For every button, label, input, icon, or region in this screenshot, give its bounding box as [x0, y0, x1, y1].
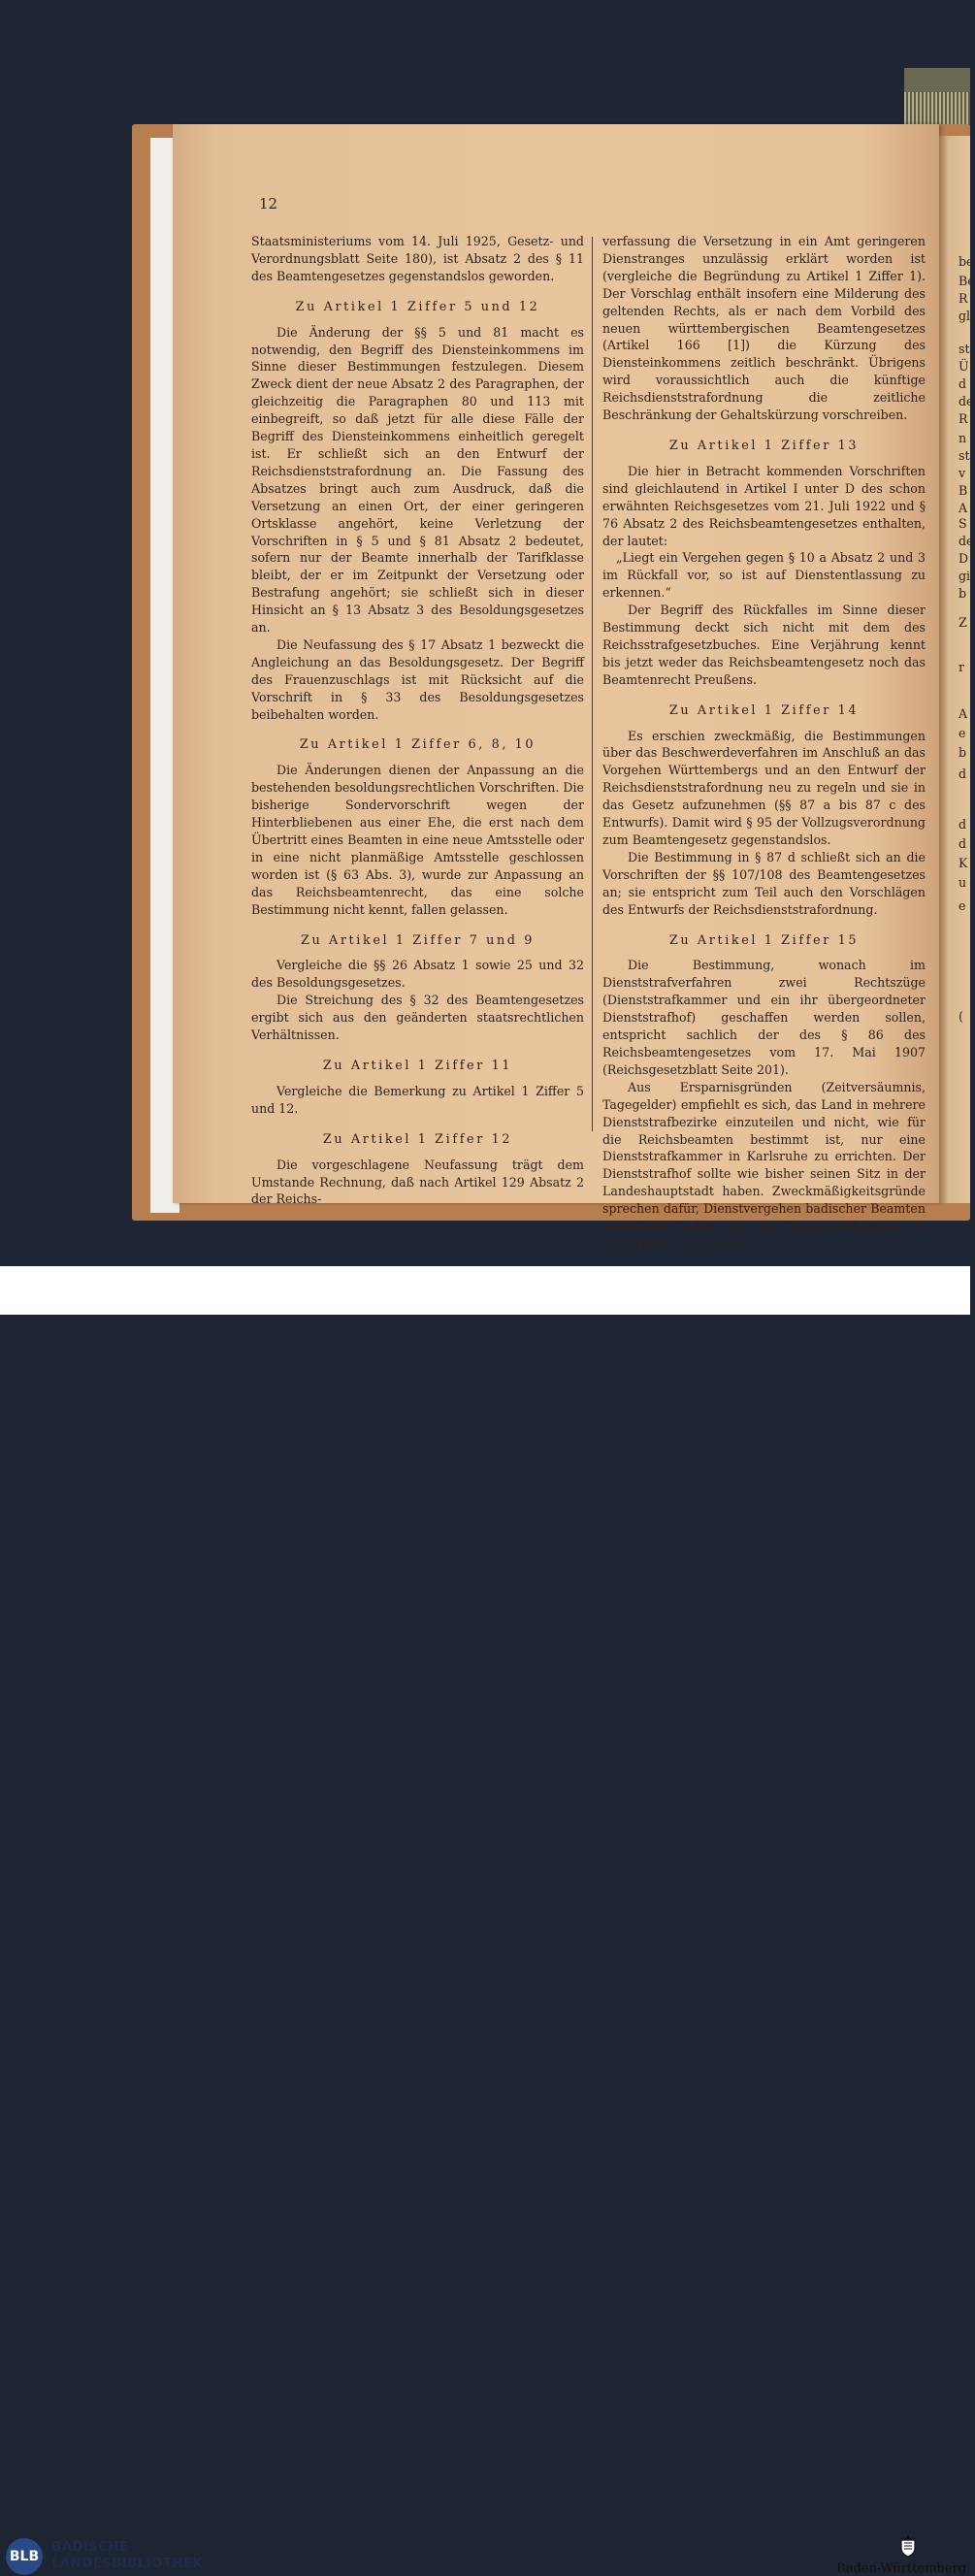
margin-fragment: de — [959, 394, 974, 408]
paragraph: Die hier in Betracht kommenden Vorschriften sind gleichlautend in Artikel I unter D des schon erwähnten Reichsgesetzes vom 21. Juli 1922 und § 76 Absatz 2 des Reichsbeamtengesetzes enthalten, der lautet: — [602, 463, 926, 548]
paragraph: Aus Ersparnisgründen (Zeitversäumnis, Tagegelder) empfiehlt es sich, das Land in mehrere Dienststrafbezirke einzuteilen und nicht, wie für die Reichsbeamten bestimmt ist, nur eine Dienststrafkammer in Karlsruhe zu errichten. Der Dienststrafhof sollte wie bisher seinen Sitz in der Landeshauptstadt haben. Zweckmäßigkeitsgründe sprechen dafür, Dienstvergehen badischer Beamten außerhalb Badens an die Dienststrafkammer in Karlsruhe zu verweisen. — [602, 1079, 926, 1251]
margin-fragment: ( — [959, 1009, 963, 1024]
section-heading: Zu Artikel 1 Ziffer 11 — [322, 1058, 513, 1073]
margin-fragment: n — [959, 431, 967, 445]
paragraph: Die Bestimmung, wonach im Dienststrafverfahren zwei Rechtszüge (Dienststrafkammer und ein ihr übergeordneter Dienststrafhof) geschaffen werden sollen, entspricht sachlich der des § 86 des Reichsbeamtengesetzes vom 17. Mai 1907 (Reichsgesetzblatt Seite 201). — [602, 958, 926, 1077]
library-name — [51, 2539, 203, 2572]
paragraph: Die Änderung der §§ 5 und 81 macht es notwendig, den Begriff des Diensteinkommens im Sinne dieser Bestimmungen festzulegen. Diesem Zweck dient der neue Absatz 2 des Paragraphen, der gleichzeitig die Paragraphen 80 und 113 mit einbegreift, so daß jetzt für alle diese Fälle der Begriff des Diensteinkommens einheitlich geregelt ist. Er schließt sich an den Entwurf der Reichsdienststrafordnung an. Die Fassung des Absatzes bringt auch zum Ausdruck, daß die Versetzung an einen Ort, der einer geringeren Ortsklasse angehört, keine Verletzung der Vorschriften in § 5 und § 81 Absatz 2 bedeutet, sofern nur der Beamte innerhalb der Tarifklasse bleibt, der er im Zeitpunkt der Versetzung oder Bestrafung angehört; sie schließt sich in dieser Hinsicht an § 13 Absatz 3 des Besoldungsgesetzes an. — [251, 324, 584, 636]
paragraph: „Liegt ein Vergehen gegen § 10 a Absatz 2 und 3 im Rückfall vor, so ist auf Dienstentlassung zu erkennen.“ — [602, 550, 926, 601]
section-heading: Zu Artikel 1 Ziffer 5 und 12 — [295, 299, 540, 314]
section-heading: Zu Artikel 1 Ziffer 12 — [322, 1131, 513, 1147]
paragraph: verfassung die Versetzung in ein Amt geringeren Dienstranges unzulässig erklärt worden ist (vergleiche die Begründung zu Artikel 1 Ziffer 1). Der Vorschlag enthält insofern eine Milderung des geltenden Rechts, als er nach dem Vorbild des neuen württembergischen Beamtengesetzes (Artikel 166 [1]) die Kürzung des Diensteinkommens zeitlich beschränkt. Übrigens wird voraussichtlich auch die künftige Reichsdienststrafordnung die zeitliche Beschränkung der Gehaltskürzung vorschreiben. — [602, 234, 926, 423]
paragraph: Die vorgeschlagene Neufassung trägt dem Umstande Rechnung, daß nach Artikel 129 Absatz 2 der Reichs- — [251, 1157, 584, 1207]
paragraph: Vergleiche die §§ 26 Absatz 1 sowie 25 und 32 des Besoldungsgesetzes. — [251, 958, 584, 991]
margin-fragment: A — [959, 706, 968, 721]
paragraph: Die Neufassung des § 17 Absatz 1 bezweckt die Angleichung an das Besoldungsgesetz. Der Begriff des Frauenzuschlags ist mit Rücksicht auf die Vorschrift in § 33 des Besoldungsgesetzes beibehalten worden. — [251, 636, 584, 722]
paragraph: Die Änderungen dienen der Anpassung an die bestehenden besoldungsrechtlichen Vorschriften. Die bisherige Sondervorschrift wegen der Hinterbliebenen aus einer Ehe, die erst nach dem Übertritt eines Beamten in eine neue Amtsstelle oder in eine nicht planmäßige Amtsstelle geschlossen worden ist (§ 63 Abs. 3), wurde zur Anpassung an das Reichsbeamtenrecht, das eine solche Bestimmung nicht kennt, fallen gelassen. — [251, 763, 584, 917]
paragraph: Der Begriff des Rückfalles im Sinne dieser Bestimmung deckt sich nicht mit dem des Reichsstrafgesetzbuches. Eine Verjährung kennt bis jetzt weder das Reichsbeamtengesetz noch das Beamtenrecht Preußens. — [602, 603, 926, 687]
section-heading: Zu Artikel 1 Ziffer 7 und 9 — [300, 932, 535, 948]
paragraph: Vergleiche die Bemerkung zu Artikel 1 Ziffer 5 und 12. — [251, 1083, 584, 1116]
margin-fragment: d — [959, 766, 967, 781]
scan-image — [0, 0, 975, 1266]
margin-fragment: K — [959, 856, 968, 870]
right-text-column — [602, 233, 926, 1253]
margin-fragment: st — [959, 342, 970, 356]
margin-fragment: A — [959, 501, 968, 515]
margin-fragment: Ü — [959, 359, 969, 374]
paragraph: Die Streichung des § 32 des Beamtengesetzes ergibt sich aus den geänderten staatsrechtlichen Verhältnissen. — [251, 993, 584, 1043]
page-number: 12 — [259, 195, 278, 212]
paragraph: Es erschien zweckmäßig, die Bestimmungen über das Beschwerdeverfahren im Anschluß an das Vorgehen Württembergs und an den Entwurf der Reichsdienststrafordnung neu zu regeln und sie in das Gesetz aufzunehmen (§§ 87 a bis 87 c des Entwurfs). Damit wird § 95 der Vollzugsverordnung zum Beamtengesetz gegenstandslos. — [602, 728, 926, 847]
blb-logo-badge: BLB — [6, 2538, 43, 2575]
margin-fragment: d — [959, 836, 967, 851]
margin-fragment: u — [959, 875, 967, 890]
paragraph: Die Bestimmung in § 87 d schließt sich an die Vorschriften der §§ 107/108 des Beamtengesetzes an; sie entspricht zum Teil auch den Vorschlägen des Entwurfs der Reichsdienststrafordnung. — [602, 849, 926, 917]
margin-fragment: d — [959, 817, 967, 831]
margin-fragment: st — [959, 448, 970, 463]
baden-wuerttemberg-crest-icon — [898, 2534, 918, 2558]
paragraph: Staatsministeriums vom 14. Juli 1925, Gesetz- und Verordnungsblatt Seite 180), ist Absatz 2 des § 11 des Beamtengesetzes gegenstandslos geworden. — [251, 234, 584, 283]
margin-fragment: D — [959, 551, 969, 566]
section-heading: Zu Artikel 1 Ziffer 6, 8, 10 — [299, 737, 536, 753]
library-name-line1: BADISCHE — [51, 2539, 129, 2555]
margin-fragment: r — [959, 660, 965, 674]
margin-fragment: b — [959, 745, 967, 760]
left-text-column — [251, 233, 584, 1208]
margin-fragment: be — [959, 254, 974, 269]
margin-fragment: B — [959, 483, 968, 498]
column-divider — [592, 237, 593, 1131]
state-name: Baden-Württemberg — [836, 2561, 966, 2576]
margin-fragment: R — [959, 411, 968, 426]
margin-fragment: e — [959, 726, 966, 740]
section-heading: Zu Artikel 1 Ziffer 13 — [668, 438, 860, 453]
margin-fragment: S — [959, 516, 967, 531]
margin-fragment: v — [959, 466, 966, 480]
section-heading: Zu Artikel 1 Ziffer 14 — [668, 702, 860, 718]
margin-fragment: e — [959, 898, 966, 913]
margin-fragment: d — [959, 376, 967, 391]
margin-fragment: gl — [959, 309, 971, 323]
margin-fragment: Be — [959, 274, 975, 288]
library-name-line2: LANDESBIBLIOTHEK — [51, 2556, 204, 2571]
margin-fragment: de — [959, 534, 974, 548]
margin-fragment: R — [959, 291, 968, 306]
margin-fragment: gi — [959, 569, 971, 583]
section-heading: Zu Artikel 1 Ziffer 15 — [668, 932, 860, 948]
neighbouring-book-page-edges — [904, 92, 970, 126]
margin-fragment: b — [959, 586, 967, 601]
footer-bar — [0, 1266, 970, 2576]
margin-fragment: Z — [959, 615, 967, 630]
